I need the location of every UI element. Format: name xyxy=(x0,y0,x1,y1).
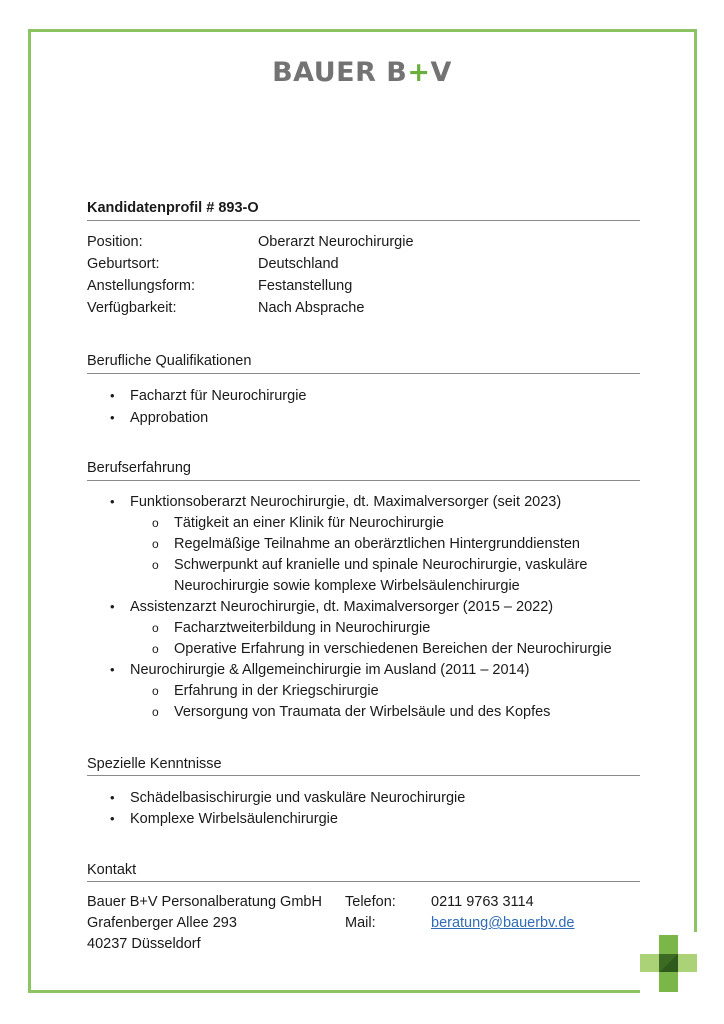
field-label: Position: xyxy=(87,234,143,250)
bullet-icon: • xyxy=(110,599,115,614)
logo-text-left: BAUER B xyxy=(272,57,408,88)
page-frame-bottom xyxy=(28,990,640,993)
page-frame-left xyxy=(28,29,31,993)
contact-street: Grafenberger Allee 293 xyxy=(87,915,237,931)
sub-list-item: o Versorgung von Traumata der Wirbelsäule und des Kopfes xyxy=(152,704,551,720)
sub-bullet-icon: o xyxy=(152,516,159,530)
list-item: • Funktionsoberarzt Neurochirurgie, dt. Maximalversorger (seit 2023) xyxy=(110,494,562,510)
field-value: Deutschland xyxy=(258,256,339,272)
company-logo xyxy=(0,56,724,90)
bullet-icon: • xyxy=(110,388,115,403)
bullet-icon: • xyxy=(110,410,115,425)
sub-list-item: o Erfahrung in der Kriegschirurgie xyxy=(152,683,379,699)
section-rule xyxy=(87,775,640,776)
sub-bullet-icon: o xyxy=(152,684,159,698)
mail-label: Mail: xyxy=(345,915,376,931)
sub-list-item: o Schwerpunkt auf kranielle und spinale Neurochirurgie, vaskuläre xyxy=(152,557,588,573)
list-item: • Neurochirurgie & Allgemeinchirurgie im Ausland (2011 – 2014) xyxy=(110,662,530,678)
bullet-icon: • xyxy=(110,811,115,826)
bullet-icon: • xyxy=(110,494,115,509)
list-item: • Komplexe Wirbelsäulenchirurgie xyxy=(110,811,338,827)
sub-list-item: o Facharztweiterbildung in Neurochirurgie xyxy=(152,620,431,636)
sub-list-item: o Operative Erfahrung in verschiedenen Bereichen der Neurochirurgie xyxy=(152,641,612,657)
bullet-icon: • xyxy=(110,662,115,677)
section-heading-contact: Kontakt xyxy=(87,862,137,878)
field-label: Geburtsort: xyxy=(87,256,160,272)
phone-value: 0211 9763 3114 xyxy=(431,894,534,910)
section-rule xyxy=(87,881,640,882)
title-rule xyxy=(87,220,640,221)
section-rule xyxy=(87,373,640,374)
section-heading-experience: Berufserfahrung xyxy=(87,460,191,476)
cross-center xyxy=(659,954,678,972)
section-heading-skills: Spezielle Kenntnisse xyxy=(87,756,222,772)
sub-bullet-icon: o xyxy=(152,642,159,656)
field-value: Nach Absprache xyxy=(258,300,365,316)
sub-bullet-icon: o xyxy=(152,705,159,719)
profile-title: Kandidatenprofil # 893-O xyxy=(87,200,259,216)
list-item: • Facharzt für Neurochirurgie xyxy=(110,388,307,404)
field-value: Festanstellung xyxy=(258,278,353,294)
contact-city: 40237 Düsseldorf xyxy=(87,936,201,952)
sub-bullet-icon: o xyxy=(152,558,159,572)
section-heading-qualifications: Berufliche Qualifikationen xyxy=(87,353,252,369)
list-item: • Approbation xyxy=(110,410,209,426)
sub-list-item: o Tätigkeit an einer Klinik für Neurochirurgie xyxy=(152,515,444,531)
field-label: Anstellungsform: xyxy=(87,278,195,294)
logo-plus-icon: + xyxy=(407,57,431,88)
mail-link[interactable]: beratung@bauerbv.de xyxy=(431,915,575,931)
sub-bullet-icon: o xyxy=(152,537,159,551)
logo-text-right: V xyxy=(430,57,452,88)
section-rule xyxy=(87,480,640,481)
sub-list-item: o Regelmäßige Teilnahme an oberärztlichen Hintergrunddiensten xyxy=(152,536,580,552)
list-item: • Assistenzarzt Neurochirurgie, dt. Maximalversorger (2015 – 2022) xyxy=(110,599,554,615)
contact-company: Bauer B+V Personalberatung GmbH xyxy=(87,894,322,910)
page-frame-top xyxy=(28,29,697,32)
bullet-icon: • xyxy=(110,790,115,805)
field-value: Oberarzt Neurochirurgie xyxy=(258,234,414,250)
field-label: Verfügbarkeit: xyxy=(87,300,177,316)
list-item: • Schädelbasischirurgie und vaskuläre Neurochirurgie xyxy=(110,790,466,806)
sub-bullet-icon: o xyxy=(152,621,159,635)
page-frame-right xyxy=(694,29,697,932)
phone-label: Telefon: xyxy=(345,894,396,910)
sub-list-item-continuation: Neurochirurgie sowie komplexe Wirbelsäulenchirurgie xyxy=(174,578,520,594)
